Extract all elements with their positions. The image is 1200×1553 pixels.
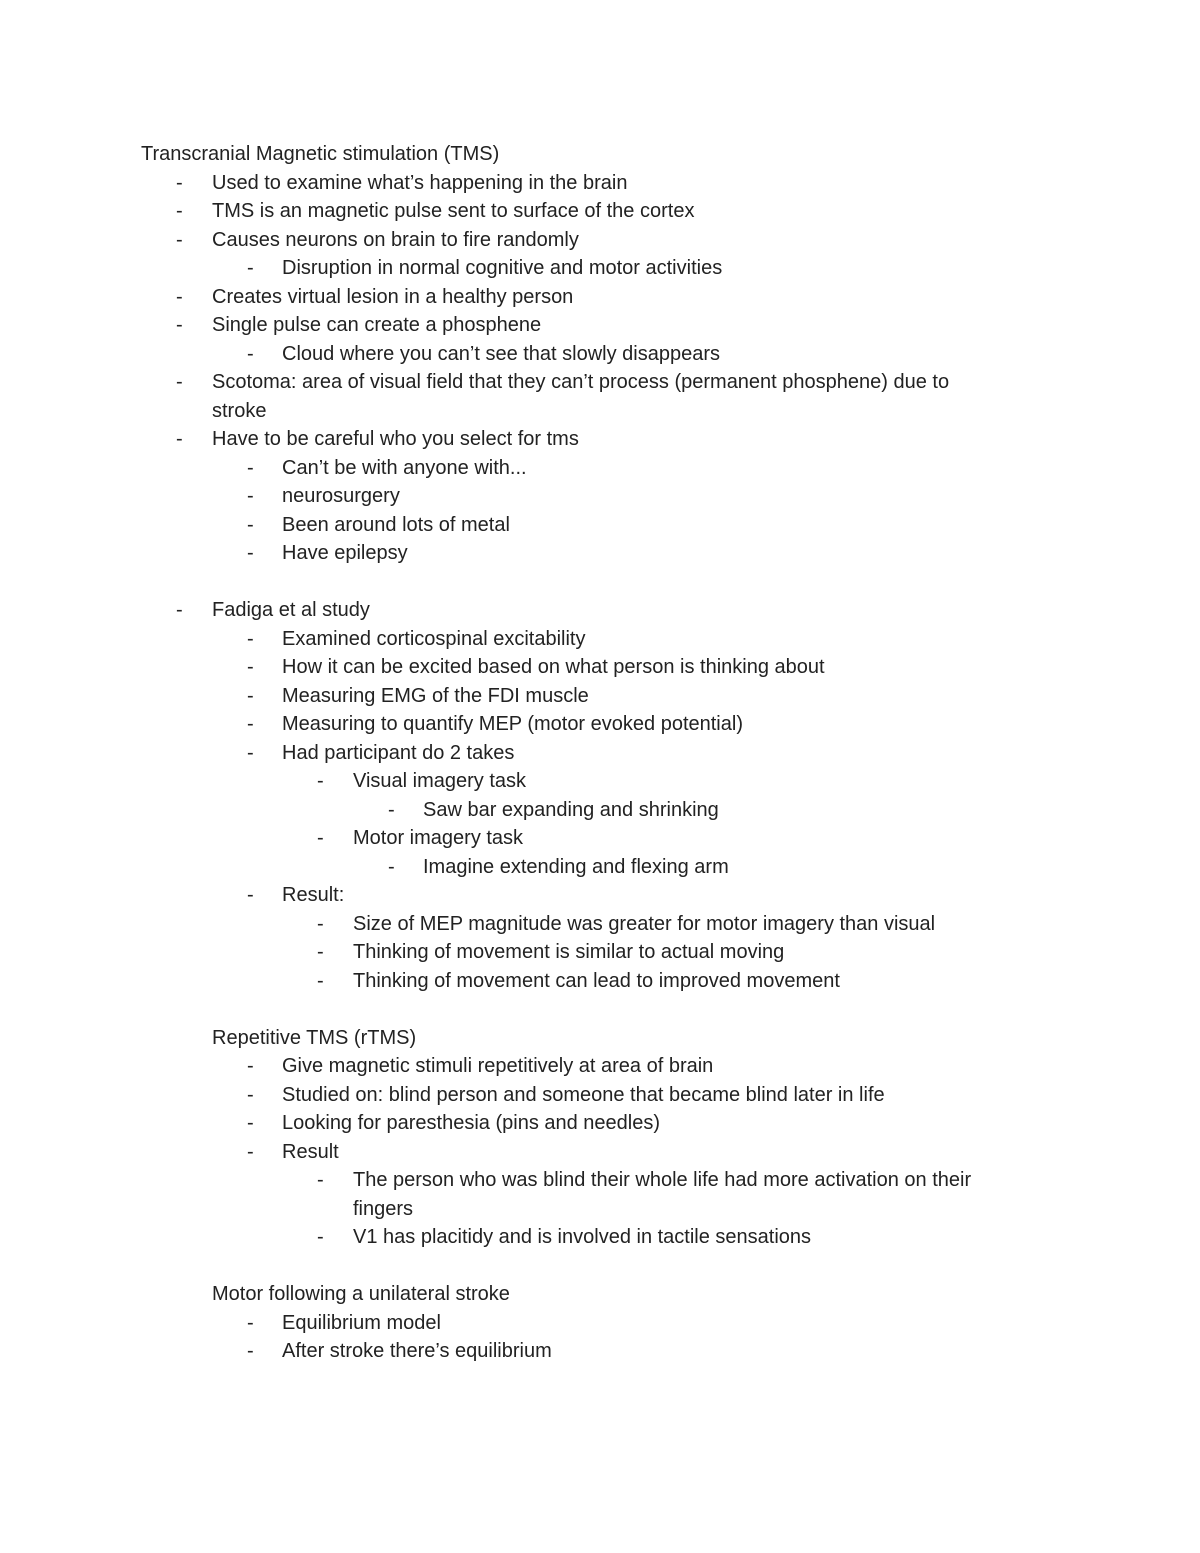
bullet-dash: -: [317, 969, 324, 992]
list-item-text: Result: [282, 1140, 339, 1163]
list-item-text: Have to be careful who you select for tms: [212, 428, 579, 450]
bullet-dash: -: [176, 228, 183, 251]
bullet-dash: -: [247, 656, 254, 678]
bullet-dash: -: [247, 513, 254, 536]
list-item-text: The person who was blind their whole life had more activation on their: [353, 1169, 972, 1191]
text-line: stroke: [212, 399, 267, 422]
list-item-text: Measuring to quantify MEP (motor evoked potential): [282, 713, 743, 735]
bullet-dash: -: [247, 342, 254, 365]
list-item-text: Size of MEP magnitude was greater for motor imagery than visual: [353, 912, 936, 935]
bullet-dash: -: [317, 827, 324, 849]
list-item-text: Saw bar expanding and shrinking: [423, 798, 719, 821]
bullet-dash: -: [247, 1340, 254, 1362]
list-item-text: TMS is an magnetic pulse sent to surface of the cortex: [212, 200, 695, 222]
bullet-dash: -: [176, 371, 183, 393]
list-item-text: Give magnetic stimuli repetitively at area of brain: [282, 1055, 714, 1077]
bullet-dash: -: [388, 798, 395, 821]
bullet-dash: -: [247, 1311, 254, 1334]
bullet-dash: -: [247, 542, 254, 564]
list-item-text: Examined corticospinal excitability: [282, 627, 586, 650]
list-item-text: neurosurgery: [282, 485, 400, 507]
list-item-text: Used to examine what’s happening in the brain: [212, 171, 628, 194]
bullet-dash: -: [247, 1083, 254, 1106]
list-item-text: Scotoma: area of visual field that they can’t process (permanent phosphene) due to: [212, 371, 950, 393]
bullet-dash: -: [176, 285, 183, 308]
list-item-text: Imagine extending and flexing arm: [423, 855, 729, 878]
bullet-dash: -: [176, 171, 183, 194]
list-item-text: Looking for paresthesia (pins and needles): [282, 1112, 661, 1134]
bullet-dash: -: [247, 684, 254, 707]
text-line: fingers: [353, 1197, 414, 1220]
bullet-dash: -: [247, 713, 254, 735]
bullet-dash: -: [247, 257, 254, 279]
bullet-dash: -: [317, 912, 324, 935]
list-item-text: Fadiga et al study: [212, 599, 370, 621]
list-item-text: Been around lots of metal: [282, 513, 510, 536]
bullet-dash: -: [317, 770, 324, 792]
list-item-text: V1 has placitidy and is involved in tactile sensations: [353, 1226, 812, 1248]
bullet-dash: -: [247, 1055, 254, 1077]
list-item-text: Result:: [282, 884, 345, 906]
list-item-text: Had participant do 2 takes: [282, 741, 515, 764]
text-line: Repetitive TMS (rTMS): [212, 1026, 417, 1049]
list-item-text: Can’t be with anyone with...: [282, 456, 527, 479]
bullet-dash: -: [247, 741, 254, 764]
list-item-text: Visual imagery task: [353, 770, 527, 792]
bullet-dash: -: [176, 314, 183, 336]
text-line: Motor following a unilateral stroke: [212, 1283, 510, 1305]
list-item-text: Creates virtual lesion in a healthy person: [212, 285, 574, 308]
list-item-text: Equilibrium model: [282, 1311, 441, 1334]
section-heading: Transcranial Magnetic stimulation (TMS): [141, 143, 500, 165]
bullet-dash: -: [317, 1226, 324, 1248]
list-item-text: Thinking of movement can lead to improved movement: [353, 969, 840, 992]
list-item-text: How it can be excited based on what person is thinking about: [282, 656, 825, 678]
bullet-dash: -: [388, 855, 395, 878]
list-item-text: Disruption in normal cognitive and motor activities: [282, 257, 723, 279]
list-item-text: Thinking of movement is similar to actual moving: [353, 941, 785, 963]
bullet-dash: -: [176, 428, 183, 450]
list-item-text: Measuring EMG of the FDI muscle: [282, 684, 589, 707]
bullet-dash: -: [247, 884, 254, 906]
bullet-dash: -: [247, 456, 254, 479]
bullet-dash: -: [317, 941, 324, 963]
list-item-text: Causes neurons on brain to fire randomly: [212, 228, 579, 251]
list-item-text: Motor imagery task: [353, 827, 524, 849]
bullet-dash: -: [317, 1169, 324, 1191]
bullet-dash: -: [247, 1140, 254, 1163]
list-item-text: After stroke there’s equilibrium: [282, 1340, 552, 1362]
bullet-dash: -: [176, 200, 183, 222]
list-item-text: Have epilepsy: [282, 542, 408, 564]
bullet-dash: -: [247, 627, 254, 650]
bullet-dash: -: [247, 1112, 254, 1134]
list-item-text: Cloud where you can’t see that slowly disappears: [282, 342, 721, 365]
bullet-dash: -: [247, 485, 254, 507]
list-item-text: Studied on: blind person and someone that became blind later in life: [282, 1083, 885, 1106]
bullet-dash: -: [176, 599, 183, 621]
list-item-text: Single pulse can create a phosphene: [212, 314, 542, 336]
